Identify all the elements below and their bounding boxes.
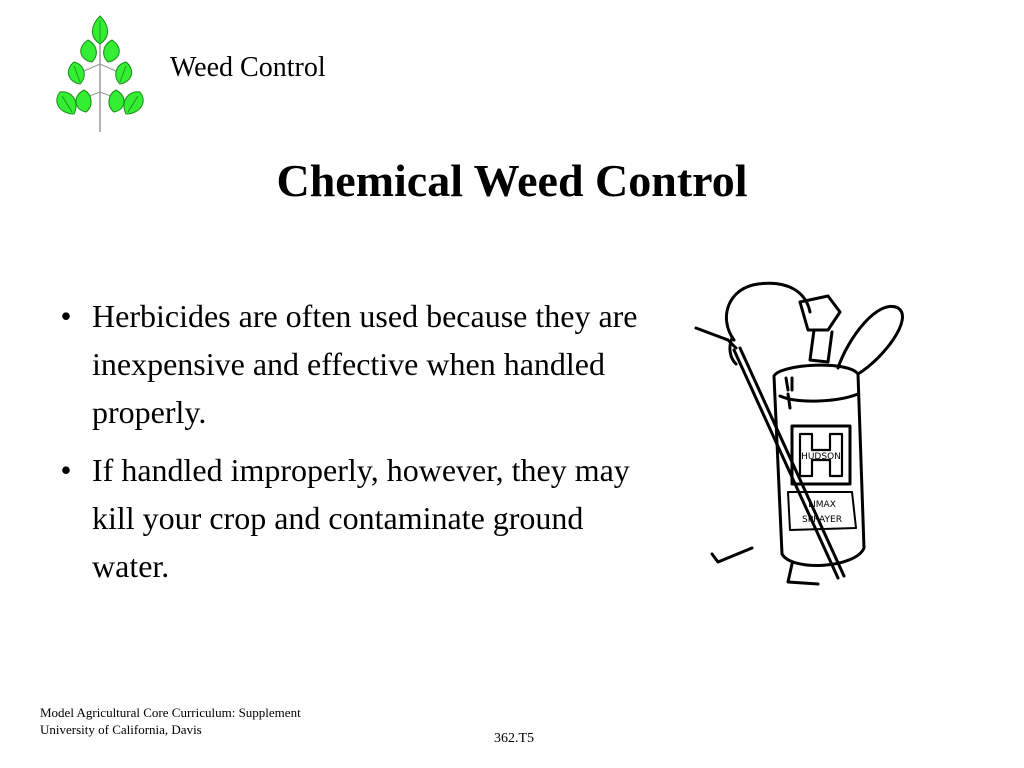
bullet-text: Herbicides are often used because they are inexpensive and effective when handled properly. (92, 298, 638, 430)
footer-source (40, 704, 301, 738)
bullet-list (56, 292, 656, 600)
footer-source-line1: Model Agricultural Core Curriculum: Supplement (40, 705, 301, 720)
svg-text:LIMAX: LIMAX (808, 500, 836, 510)
svg-text:HUDSON: HUDSON (801, 452, 841, 462)
bullet-item (56, 292, 656, 436)
leaf-plant-logo-icon (44, 14, 156, 134)
bullet-icon: • (60, 298, 72, 334)
bullet-item (56, 446, 656, 590)
section-title: Weed Control (170, 52, 326, 83)
slide-title: Chemical Weed Control (276, 155, 748, 206)
hand-pump-sprayer-illustration (688, 278, 906, 590)
footer-source-line2: University of California, Davis (40, 722, 202, 737)
bullet-icon: • (60, 452, 72, 488)
bullet-text: If handled improperly, however, they may kill your crop and contaminate ground water. (92, 452, 630, 584)
slide-number: 362.T5 (494, 731, 535, 746)
svg-text:SPRAYER: SPRAYER (802, 515, 842, 525)
